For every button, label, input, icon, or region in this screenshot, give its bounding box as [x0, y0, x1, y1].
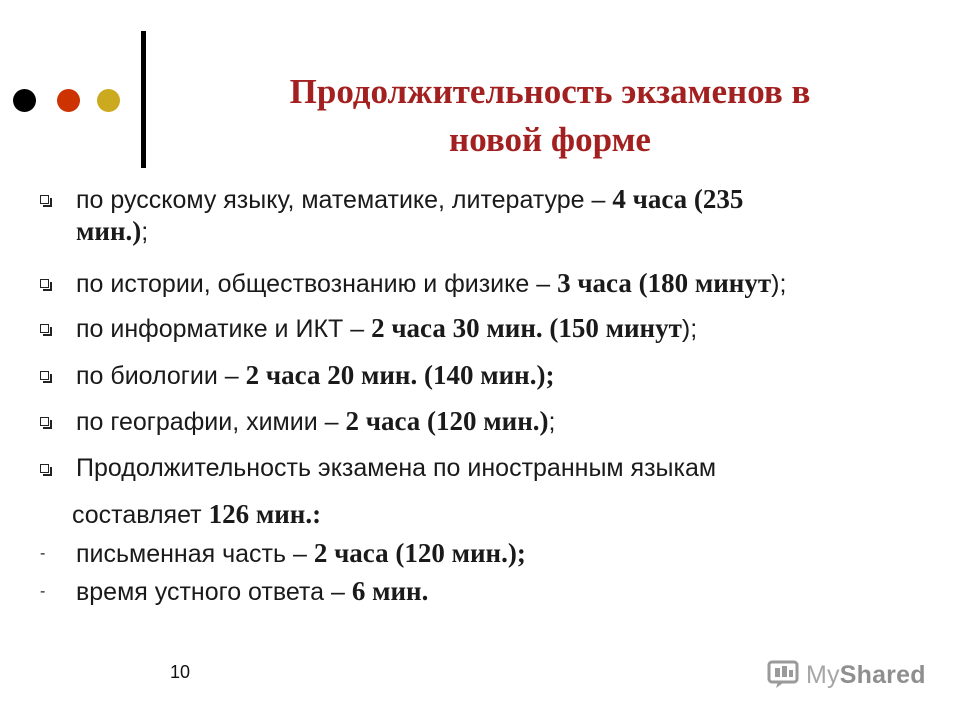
page-number: 10: [170, 662, 191, 682]
mysared-logo-icon: [766, 660, 800, 690]
slide-title-line1: Продолжительность экзаменов в: [289, 72, 811, 111]
list-item: по биологии – 2 часа 20 мин. (140 мин.);: [40, 360, 920, 392]
checkbox-bullet-icon: [40, 371, 49, 380]
checkbox-bullet-icon: [40, 417, 49, 426]
watermark-logo: MyShared: [766, 658, 926, 692]
checkbox-bullet-icon: [40, 464, 49, 473]
decor-dot-black: [13, 89, 36, 112]
slide-title-line2: новой форме: [449, 120, 651, 159]
dash-bullet: -: [40, 545, 46, 562]
dash-item: - время устного ответа – 6 мин.: [40, 576, 429, 606]
list-item: по информатике и ИКТ – 2 часа 30 мин. (150 минут);: [40, 313, 920, 345]
decor-dot-orange: [57, 89, 80, 112]
list-item: по истории, обществознанию и физике – 3 часа (180 минут);: [40, 268, 920, 300]
checkbox-bullet-icon: [40, 195, 49, 204]
list-item: Продолжительность экзамена по иностранным языкам: [40, 453, 920, 484]
list-item: по русскому языку, математике, литературе – 4 часа (235 мин.);: [40, 184, 920, 248]
decor-vertical-line: [141, 31, 146, 168]
checkbox-bullet-icon: [40, 279, 49, 288]
slide-title: [200, 68, 900, 164]
list-item-continuation: составляет 126 мин.:: [72, 499, 322, 529]
dash-bullet: -: [40, 583, 46, 600]
list-item: по географии, химии – 2 часа (120 мин.);: [40, 406, 920, 438]
decor-dot-yellow: [97, 89, 120, 112]
checkbox-bullet-icon: [40, 324, 49, 333]
dash-item: - письменная часть – 2 часа (120 мин.);: [40, 538, 526, 568]
